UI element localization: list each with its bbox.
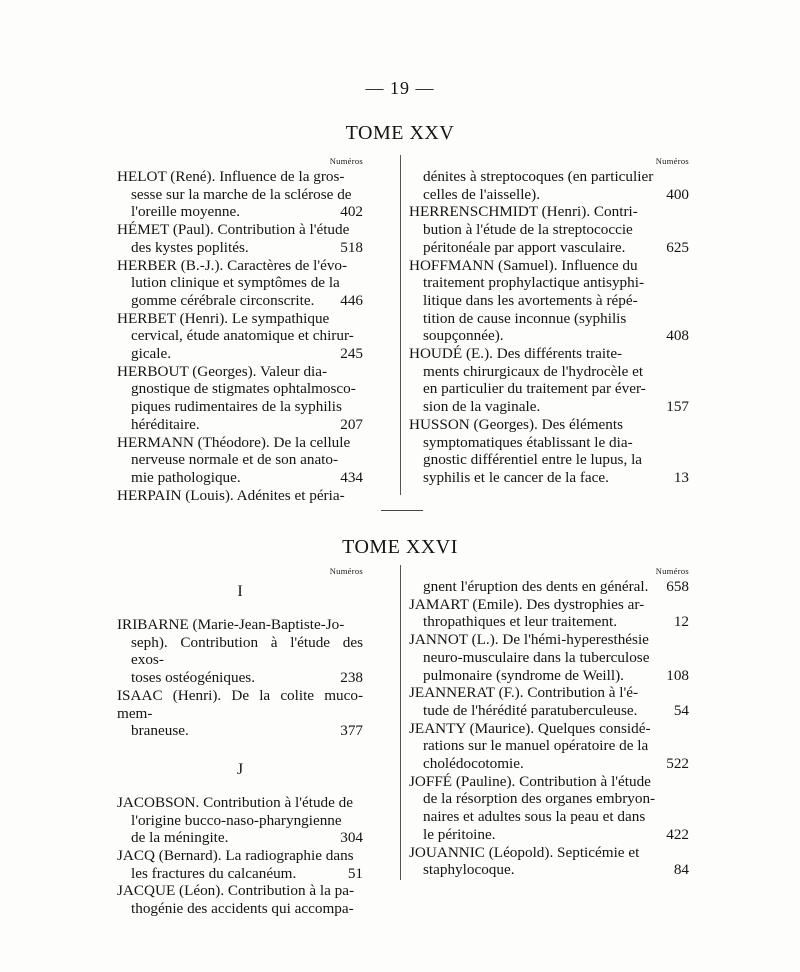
entry-number: 402: [340, 203, 363, 221]
tome-xxv-left-column: [117, 156, 363, 504]
entry-line: dénites à streptocoques (en particulier: [423, 168, 654, 185]
entry-number: 12: [673, 613, 689, 631]
entry-last-line: [131, 722, 363, 740]
entry-last-line: [131, 669, 363, 687]
entry-text: gicale.: [131, 345, 172, 363]
index-entry: [409, 844, 689, 879]
entry-number: [357, 487, 363, 505]
entry-last-line: [423, 398, 689, 416]
entry-text: mie pathologique.: [131, 468, 241, 486]
entry-line: bution à l'étude de la streptococcie: [423, 221, 633, 239]
entry-text: des kystes poplités.: [131, 238, 249, 256]
column-header: Numéros: [655, 566, 689, 576]
entry-number: 434: [340, 468, 363, 486]
entry-line: JACQUE (Léon). Contribution à la pa-: [117, 882, 355, 900]
index-entry: [409, 416, 689, 487]
entry-line: ments chirurgicaux de l'hydrocèle et: [423, 362, 644, 380]
index-entry: [409, 257, 689, 346]
entry-line: lution clinique et symptômes de la: [131, 274, 340, 292]
entry-line: JEANTY (Maurice). Quelques considé-: [409, 719, 651, 737]
entry-last-line: [423, 613, 689, 631]
entry-line: traitement prophylactique antisyphi-: [423, 274, 644, 292]
entry-line: gnostique de stigmates ophtalmosco-: [131, 380, 356, 398]
column-divider: [400, 565, 401, 880]
entry-number: 245: [340, 345, 363, 363]
entry-line: neuro-musculaire dans la tuberculose: [423, 648, 650, 666]
entry-number: 422: [666, 825, 689, 843]
index-entry: [117, 434, 363, 487]
entry-number: 304: [340, 829, 363, 847]
index-entry: [409, 345, 689, 416]
entry-line: HERBER (B.-J.). Caractères de l'évo-: [117, 256, 348, 274]
entry-line: HERBOUT (Georges). Valeur dia-: [117, 362, 328, 380]
section-separator: [381, 510, 423, 511]
letter-heading: J: [236, 760, 244, 778]
index-entry: [117, 221, 363, 256]
entry-number: 658: [666, 578, 689, 595]
continued-entry: [409, 168, 689, 203]
entry-line: JANNOT (L.). De l'hémi-hyperesthésie: [409, 631, 649, 649]
column-divider: [400, 155, 401, 495]
entry-line: HÉMET (Paul). Contribution à l'étude: [117, 221, 350, 239]
entry-line: en particulier du traitement par éver-: [423, 380, 646, 398]
entry-line: piques rudimentaires de la syphilis: [131, 398, 342, 416]
entry-line: gnostic différentiel entre le lupus, la: [423, 451, 643, 469]
column-header: Numéros: [329, 156, 363, 166]
entry-last-line: [131, 469, 363, 487]
entry-text: héréditaire.: [131, 415, 200, 433]
entry-text: braneuse.: [131, 722, 189, 740]
index-entry: [117, 310, 363, 363]
entry-number: 51: [347, 864, 363, 882]
entry-text: de la méningite.: [131, 829, 229, 847]
entry-last-line: [423, 755, 689, 773]
index-entry: [409, 203, 689, 256]
entry-text: thogénie des accidents qui accompa-: [131, 900, 354, 918]
entry-line: seph). Contribution à l'étude des exos-: [131, 633, 363, 669]
entry-last-line: [423, 861, 689, 879]
index-entry: [117, 687, 363, 740]
entry-number: 157: [666, 398, 689, 416]
index-entry: [117, 882, 363, 917]
index-entry: [117, 168, 363, 221]
entry-line: naires et adultes sous la peau et dans: [423, 808, 646, 826]
continued-entry: [409, 578, 689, 596]
entry-number: 13: [673, 468, 689, 486]
entry-number: 207: [340, 415, 363, 433]
entry-line: JOFFÉ (Pauline). Contribution à l'étude: [409, 772, 651, 790]
entry-text: staphylocoque.: [423, 861, 515, 879]
entry-line: JAMART (Emile). Des dystrophies ar-: [409, 595, 645, 613]
index-entry: [117, 363, 363, 434]
entry-text: soupçonnée).: [423, 327, 504, 345]
entry-line: JEANNERAT (F.). Contribution à l'é-: [409, 684, 639, 702]
index-entry: [117, 794, 363, 847]
index-entry: [409, 720, 689, 773]
entry-line: rations sur le manuel opératoire de la: [423, 737, 649, 755]
entry-line: tition de cause inconnue (syphilis: [423, 309, 627, 327]
entry-number: 625: [666, 238, 689, 256]
entry-last-line: [131, 416, 363, 434]
entry-text: syphilis et le cancer de la face.: [423, 468, 609, 486]
entry-number: 446: [340, 291, 363, 309]
entry-last-line: [423, 239, 689, 257]
entry-line: HERRENSCHMIDT (Henri). Contri-: [409, 203, 638, 221]
entry-last-line: [423, 826, 689, 844]
entry-text: thropathiques et leur traitement.: [423, 613, 617, 631]
entry-text: les fractures du calcanéum.: [131, 864, 297, 882]
entry-last-line: [131, 239, 363, 257]
entry-line: sesse sur la marche de la sclérose de: [131, 185, 352, 203]
entry-number: 400: [666, 185, 689, 203]
entry-number: 108: [666, 666, 689, 684]
entry-last-line: [131, 865, 363, 883]
column-header: Numéros: [329, 566, 363, 576]
entry-line: ISAAC (Henri). De la colite muco-mem-: [117, 686, 363, 722]
entry-line: symptomatiques établissant le dia-: [423, 433, 633, 451]
entry-number: 522: [666, 755, 689, 773]
tome-xxv-right-column: [409, 156, 689, 487]
index-entry: [409, 631, 689, 684]
entry-text: le péritoine.: [423, 825, 496, 843]
tome-title-xxv: TOME XXV: [345, 122, 455, 144]
entry-line: HUSSON (Georges). Des éléments: [409, 415, 623, 433]
entry-line: HELOT (René). Influence de la gros-: [117, 168, 345, 185]
entry-line: nerveuse normale et de son anato-: [131, 451, 339, 469]
letter-heading: I: [237, 583, 243, 600]
entry-text: péritonéale par apport vasculaire.: [423, 238, 626, 256]
entry-line: IRIBARNE (Marie-Jean-Baptiste-Jo-: [117, 616, 345, 633]
index-entry: [117, 257, 363, 310]
index-entry: [409, 596, 689, 631]
index-entry: [409, 773, 689, 844]
entry-last-line: [423, 469, 689, 487]
entry-text: toses ostéogéniques.: [131, 669, 256, 687]
entry-number: 54: [673, 701, 689, 719]
entry-line: HERMANN (Théodore). De la cellule: [117, 433, 351, 451]
entry-number: 408: [666, 327, 689, 345]
entry-text: gomme cérébrale circonscrite.: [131, 291, 315, 309]
index-entry: [117, 487, 363, 505]
entry-text: tude de l'hérédité paratuberculeuse.: [423, 701, 638, 719]
entry-last-line: [423, 667, 689, 685]
entry-text: cholédocotomie.: [423, 755, 524, 773]
tome-title-xxvi: TOME XXVI: [342, 536, 458, 558]
entry-line: HOUDÉ (E.). Des différents traite-: [409, 345, 623, 363]
entry-last-line: [131, 345, 363, 363]
entry-number: 84: [673, 861, 689, 879]
entry-line: HERBET (Henri). Le sympathique: [117, 309, 330, 327]
tome-xxvi-left-column: [117, 566, 363, 918]
entry-last-line: [131, 203, 363, 221]
entry-number: 238: [340, 669, 363, 687]
entry-text: l'oreille moyenne.: [131, 203, 241, 221]
tome-xxvi-right-column: [409, 566, 689, 879]
entry-last-line: [131, 829, 363, 847]
column-header: Numéros: [655, 156, 689, 166]
entry-line: HOFFMANN (Samuel). Influence du: [409, 256, 638, 274]
entry-last-line: [117, 487, 363, 505]
entry-last-line: [423, 186, 689, 204]
entry-text: pulmonaire (syndrome de Weill).: [423, 666, 624, 684]
index-entry: [117, 847, 363, 882]
entry-line: JACQ (Bernard). La radiographie dans: [117, 847, 354, 865]
entry-number: 518: [340, 238, 363, 256]
entry-line: JOUANNIC (Léopold). Septicémie et: [409, 843, 640, 861]
entry-last-line: [423, 327, 689, 345]
entry-number: [357, 900, 363, 918]
entry-line: de la résorption des organes embryon-: [423, 790, 656, 808]
entry-text: sion de la vaginale.: [423, 398, 541, 416]
entry-text: HERPAIN (Louis). Adénites et péria-: [117, 486, 345, 504]
entry-text: gnent l'éruption des dents en général.: [423, 578, 649, 595]
entry-line: JACOBSON. Contribution à l'étude de: [117, 793, 354, 811]
entry-last-line: [423, 578, 689, 596]
entry-line: cervical, étude anatomique et chirur-: [131, 327, 354, 345]
entry-line: l'origine bucco-naso-pharyngienne: [131, 811, 342, 829]
index-entry: [117, 616, 363, 687]
entry-number: 377: [340, 722, 363, 740]
entry-last-line: [423, 702, 689, 720]
index-entry: [409, 684, 689, 719]
entry-last-line: [131, 900, 363, 918]
entry-line: litique dans les avortements à répé-: [423, 291, 638, 309]
entry-last-line: [131, 292, 363, 310]
entry-text: celles de l'aisselle).: [423, 185, 541, 203]
page-number: — 19 —: [365, 78, 435, 98]
